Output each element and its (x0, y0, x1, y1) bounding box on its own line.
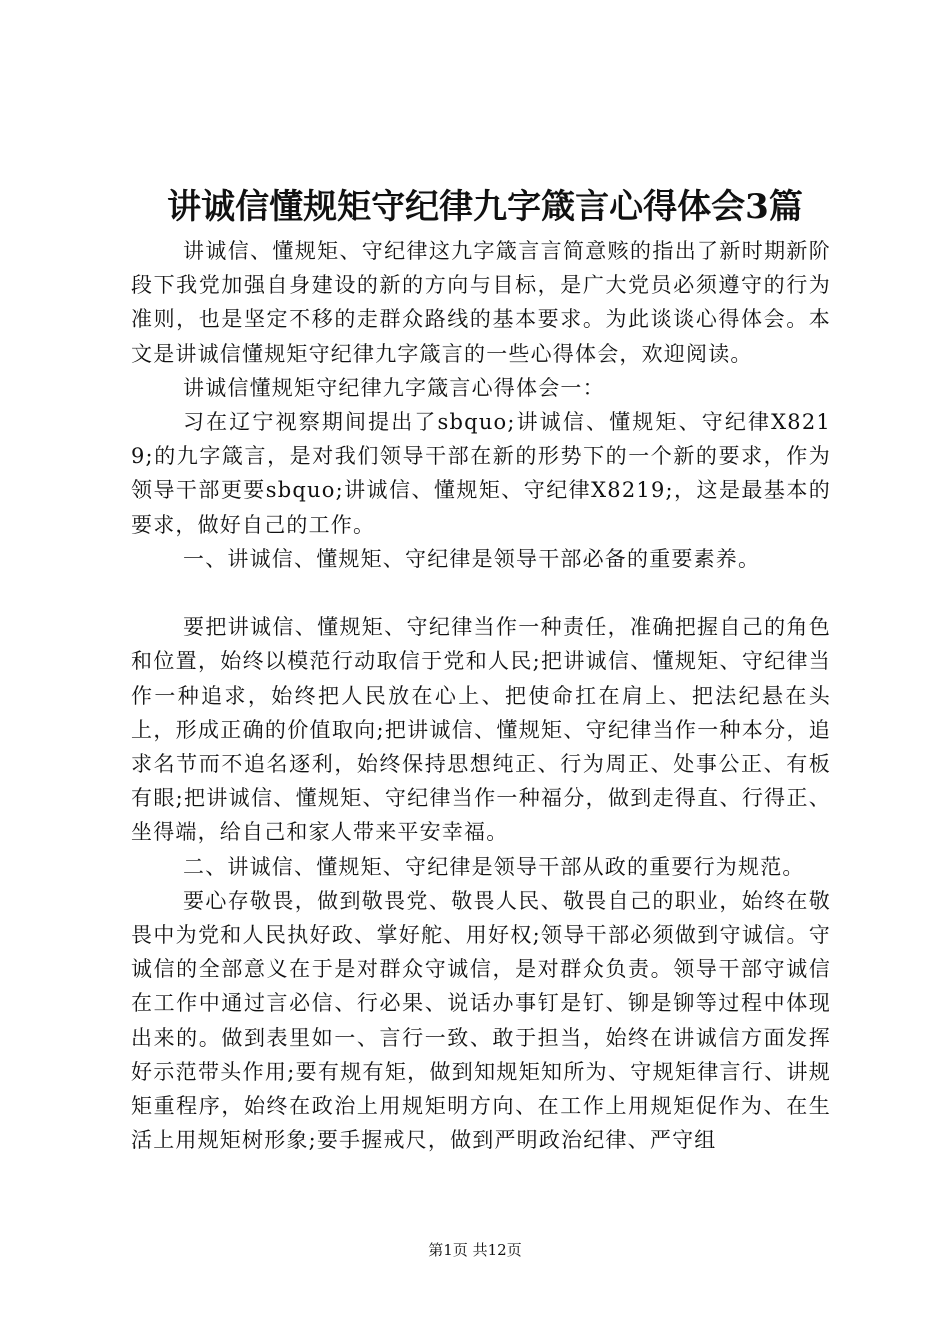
paragraph-section-two-body: 要心存敬畏，做到敬畏党、敬畏人民、敬畏自己的职业，始终在敬畏中为党和人民执好政、掌好舵、用好权;领导干部必须做到守诚信。守诚信的全部意义在于是对群众守诚信，是对群众负责。领导干部守诚信在工作中通过言必信、行必果、说话办事钉是钉、铆是铆等过程中体现出来的。做到表里如一、言行一致、敢于担当，始终在讲诚信方面发挥好示范带头作用;要有规有矩，做到知规矩知所为、守规矩律言行、讲规矩重程序，始终在政治上用规矩明方向、在工作上用规矩促作为、在生活上用规矩树形象;要手握戒尺，做到严明政治纪律、严守组 (131, 888, 831, 1153)
paragraph-section-one-body: 要把讲诚信、懂规矩、守纪律当作一种责任，准确把握自己的角色和位置，始终以模范行动取信于党和人民;把讲诚信、懂规矩、守纪律当作一种追求，始终把人民放在心上、把使命扛在肩上、把法纪悬在头上，形成正确的价值取向;把讲诚信、懂规矩、守纪律当作一种本分，追求名节而不追名逐利，始终保持思想纯正、行为周正、处事公正、有板有眼;把讲诚信、懂规矩、守纪律当作一种福分，做到走得直、行得正、坐得端，给自己和家人带来平安幸福。 (131, 615, 831, 845)
paragraph-nine-word-motto: 习在辽宁视察期间提出了sbquo;讲诚信、懂规矩、守纪律X8219;的九字箴言，是对我们领导干部在新的形势下的一个新的要求，作为领导干部更要sbquo;讲诚信、懂规矩、守纪律X8219;，这是最基本的要求，做好自己的工作。 (131, 410, 831, 537)
document-body (131, 234, 831, 1157)
page-footer: 第1页 共12页 (428, 1241, 522, 1259)
paragraph-section-one-heading: 一、讲诚信、懂规矩、守纪律是领导干部必备的重要素养。 (183, 546, 761, 571)
document-title: 讲诚信懂规矩守纪律九字箴言心得体会3篇 (167, 187, 803, 227)
paragraph-subheading-one: 讲诚信懂规矩守纪律九字箴言心得体会一： (183, 375, 605, 400)
paragraph-section-two-heading: 二、讲诚信、懂规矩、守纪律是领导干部从政的重要行为规范。 (183, 854, 805, 879)
paragraph-intro: 讲诚信、懂规矩、守纪律这九字箴言言简意赅的指出了新时期新阶段下我党加强自身建设的新的方向与目标，是广大党员必须遵守的行为准则，也是坚定不移的走群众路线的基本要求。为此谈谈心得体会。本文是讲诚信懂规矩守纪律九字箴言的一些心得体会，欢迎阅读。 (131, 239, 831, 366)
blank-line (131, 576, 831, 610)
